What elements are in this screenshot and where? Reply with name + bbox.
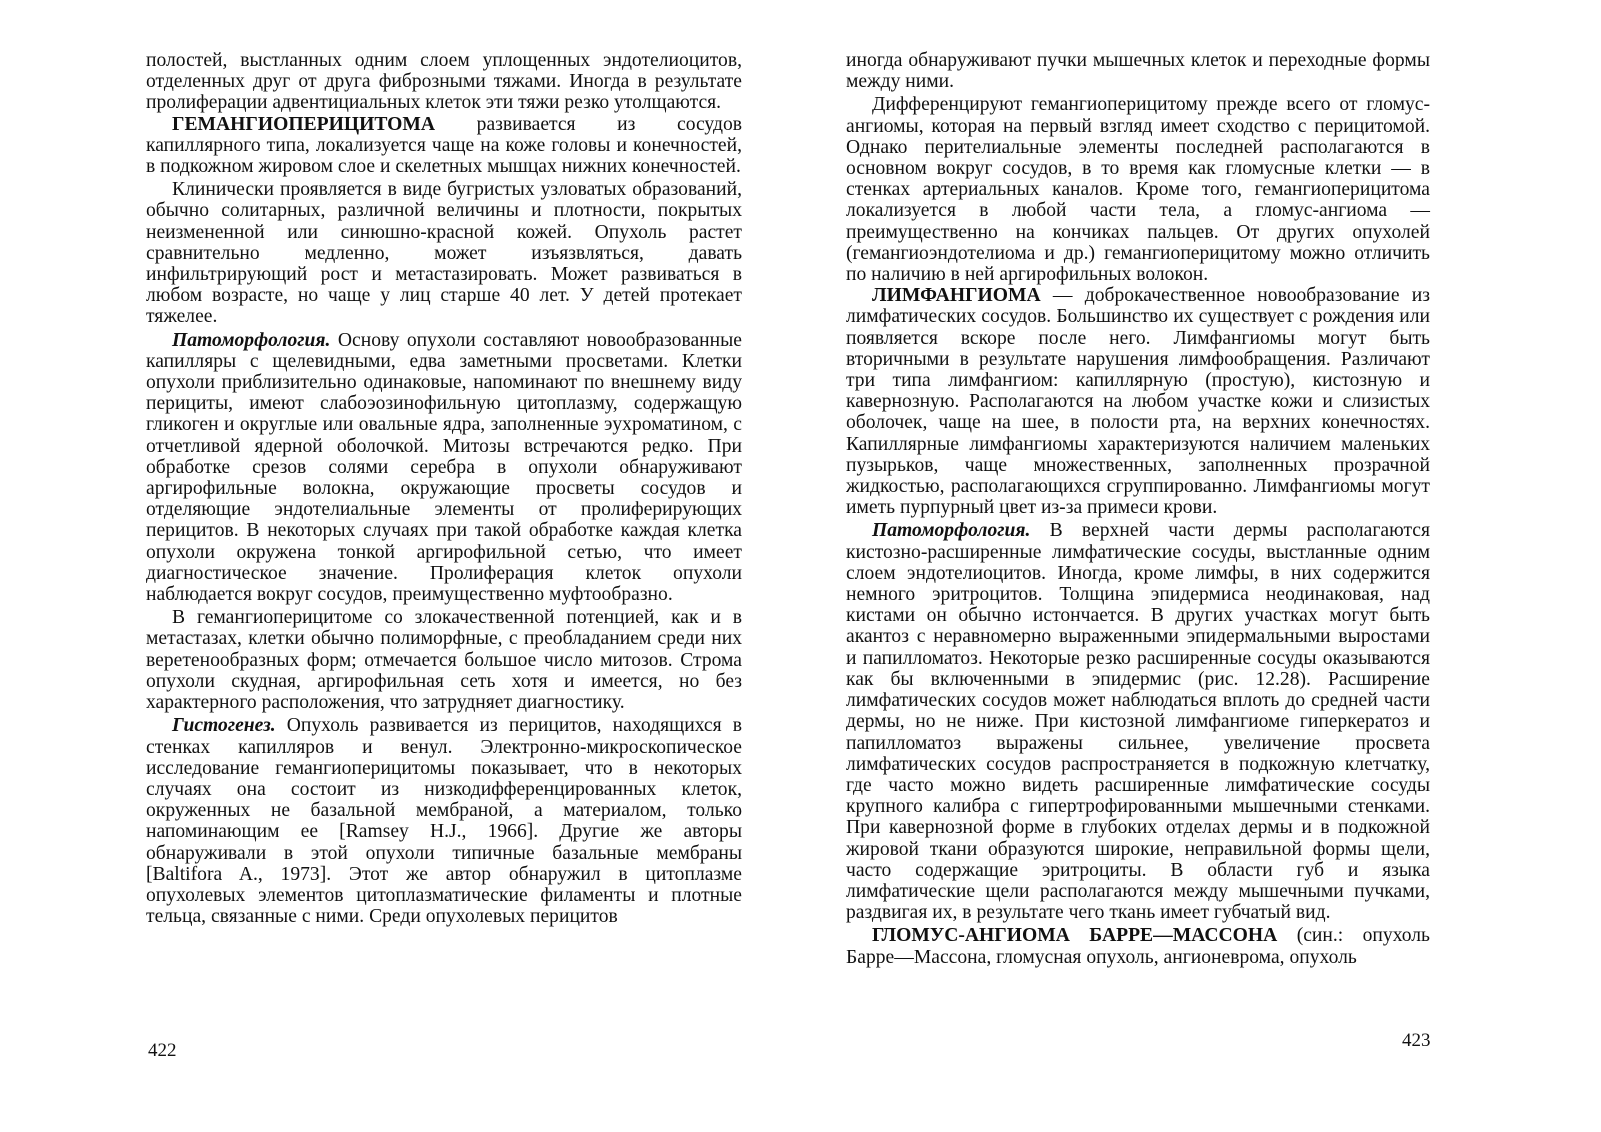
subhead-pathomorphology-left: Патоморфология. (172, 329, 331, 351)
left-paragraph-2-text: развивается из сосудов капиллярного типа, локализуется чаще на коже головы и конечностей, в подкожном жировом слое и скелетных мышцах нижних конечностей. (146, 113, 742, 178)
left-paragraph-5: В гемангиоперицитоме со злокачественной потенцией, как и в метастазах, клетки обычно полиморфные, с преобладанием среди них веретенообразных форм; отмечается большое число митозов. Строма опухоли скудная, аргирофильная сеть хотя и имеется, но без характерного расположения, что затрудняет диагностику. (146, 607, 742, 714)
left-paragraph-2 (146, 114, 742, 178)
right-page (846, 50, 1430, 968)
page-number-left: 422 (148, 1040, 177, 1061)
subhead-pathomorphology-right: Патоморфология. (872, 520, 1031, 542)
right-paragraph-4-text: В верхней части дермы располагаются кистозно-расширенные лимфатические сосуды, выстланные одним слоем эндотелиоцитов. Иногда, кроме лимфы, в них содержится немного эритроцитов. Толщина эпидермиса неодинаковая, над кистами он обычно истончается. В других участках могут быть акантоз с неравномерно выраженными эпидермальными выростами и папилломатоз. Некоторые резко расширенные сосуды оказываются как бы включенными в эпидермис (рис. 12.28). Расширение лимфатических сосудов может наблюдаться вплоть до средней части дермы, но не ниже. При кистозной лимфангиоме гиперкератоз и папилломатоз выражены сильнее, увеличение просвета лимфатических сосудов распространяется в подкожную клетчатку, где часто можно видеть расширенные лимфатические сосуды крупного калибра с гипертрофированными мышечными стенками. При кавернозной форме в глубоких отделах дермы и в подкожной жировой ткани образуются широкие, неправильной формы щели, часто содержащие эритроциты. В области губ и языка лимфатические щели располагаются между мышечными пучками, раздвигая их, в результате чего ткань имеет губчатый вид. (846, 520, 1430, 924)
right-paragraph-3 (846, 285, 1430, 518)
left-paragraph-1: полостей, выстланных одним слоем уплощенных эндотелиоцитов, отделенных друг от друга фиброзными тяжами. Иногда в результате пролиферации адвентициальных клеток эти тяжи резко утолщаются. (146, 50, 742, 114)
term-glomus-angioma: ГЛОМУС-АНГИОМА БАРРЕ—МАССОНА (872, 925, 1278, 947)
term-lymphangioma: ЛИМФАНГИОМА (872, 285, 1041, 307)
right-paragraph-1: иногда обнаруживают пучки мышечных клеток и переходные формы между ними. (846, 50, 1430, 93)
left-paragraph-3: Клинически проявляется в виде бугристых узловатых образований, обычно солитарных, различной величины и плотности, покрытых неизмененной или синюшно-красной кожей. Опухоль растет сравнительно медленно, может изъязвляться, давать инфильтрирующий рост и метастазировать. Может развиваться в любом возрасте, но чаще у лиц старше 40 лет. У детей протекает тяжелее. (146, 179, 742, 328)
subhead-histogenesis: Гистогенез. (172, 715, 276, 737)
left-paragraph-4-text: Основу опухоли составляют новообразованные капилляры с щелевидными, едва заметными просветами. Клетки опухоли приблизительно одинаковые, напоминают по внешнему виду перициты, имеют слабоэозинофильную цитоплазму, содержащую гликоген и округлые или овальные ядра, заполненные эухроматином, с отчетливой ядерной оболочкой. Митозы встречаются редко. При обработке срезов солями серебра в опухоли обнаруживают аргирофильные волокна, окружающие просветы сосудов и отделяющие эндотелиальные элементы от пролиферирующих перицитов. В некоторых случаях при такой обработке каждая клетка опухоли окружена тонкой аргирофильной сетью, что имеет диагностическое значение. Пролиферация клеток опухоли наблюдается вокруг сосудов, преимущественно муфтообразно. (146, 329, 742, 606)
left-paragraph-6 (146, 715, 742, 927)
left-paragraph-4 (146, 330, 742, 606)
right-paragraph-4 (846, 520, 1430, 923)
left-page (146, 50, 742, 927)
right-paragraph-2: Дифференцируют гемангиоперицитому прежде всего от гломус-ангиомы, которая на первый взгляд имеет сходство с перицитомой. Однако перителиальные элементы последней располагаются в основном вокруг сосудов, в то время как гломусные клетки — в стенках артериальных каналов. Кроме того, гемангиоперицитома локализуется в любой части тела, а гломус-ангиома — преимущественно на кончиках пальцев. От других опухолей (гемангиоэндотелиома и др.) гемангиоперицитому можно отличить по наличию в ней аргирофильных волокон. (846, 94, 1430, 286)
right-paragraph-5-text: (син.: опухоль Барре—Массона, гломусная опухоль, ангионеврома, опухоль (846, 925, 1430, 968)
page-number-right: 423 (1402, 1030, 1431, 1051)
right-paragraph-5 (846, 925, 1430, 967)
term-hemangiopericytoma: ГЕМАНГИОПЕРИЦИТОМА (172, 113, 436, 135)
right-paragraph-3-text: — доброкачественное новообразование из лимфатических сосудов. Большинство их существует с рождения или появляется вскоре после него. Лимфангиомы могут быть вторичными в результате нарушения лимфообращения. Различают три типа лимфангиом: капиллярную (простую), кистозную и кавернозную. Располагаются на любом участке кожи и слизистых оболочек, чаще на шее, в полости рта, на верхних конечностях. Капиллярные лимфангиомы характеризуются наличием маленьких пузырьков, чаще множественных, заполненных прозрачной жидкостью, располагающихся сгруппированно. Лимфангиомы могут иметь пурпурный цвет из-за примеси крови. (846, 285, 1430, 519)
left-paragraph-6-text: Опухоль развивается из перицитов, находящихся в стенках капилляров и венул. Электронно-микроскопическое исследование гемангиоперицитомы показывает, что в некоторых случаях она состоит из низкодифференцированных клеток, окруженных не базальной мембраной, а материалом, только напоминающим ее [Ramsey H.J., 1966]. Другие же авторы обнаруживали в этой опухоли типичные базальные мембраны [Baltifora A., 1973]. Этот же автор обнаружил в цитоплазме опухолевых элементов цитоплазматические филаменты и плотные тельца, связанные с ними. Среди опухолевых перицитов (146, 715, 742, 928)
